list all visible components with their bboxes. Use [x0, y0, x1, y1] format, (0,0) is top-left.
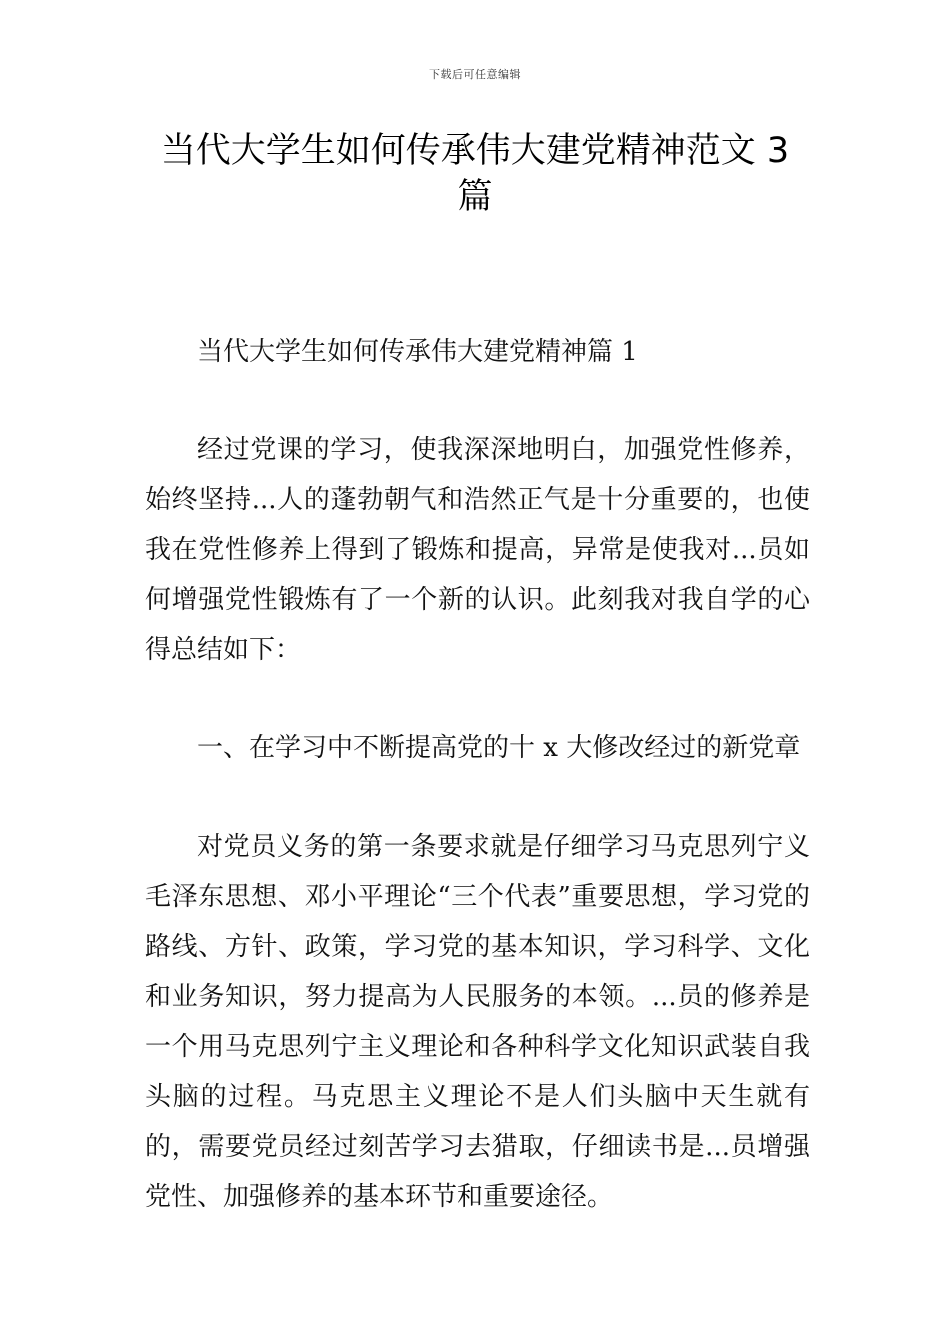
document-title: 当代大学生如何传承伟大建党精神范文 3 篇 [160, 131, 790, 217]
header-note: 下载后可任意编辑 [429, 68, 521, 81]
section-heading: 当代大学生如何传承伟大建党精神篇 1 [197, 337, 638, 367]
sub-heading: 一、在学习中不断提高党的十 x 大修改经过的新党章 [197, 733, 801, 763]
paragraph: 对党员义务的第一条要求就是仔细学习马克思列宁义毛泽东思想、邓小平理论“三个代表”重要思想，学习党的路线、方针、政策，学习党的基本知识，学习科学、文化和业务知识，努力提高为人民服务的本领。...员的修养是一个用马克思列宁主义理论和各种科学文化知识武装自我头脑的过程。马克思主义理论不是人们头脑中天生就有的，需要党员经过刻苦学习去猎取，仔细读书是...员增强党性、加强修养的基本环节和重要途径。 [145, 832, 810, 1212]
paragraph: 经过党课的学习，使我深深地明白，加强党性修养，始终坚持...人的蓬勃朝气和浩然正气是十分重要的，也使我在党性修养上得到了锻炼和提高，异常是使我对...员如何增强党性锻炼有了一个新的认识。此刻我对我自学的心得总结如下： [145, 435, 810, 665]
